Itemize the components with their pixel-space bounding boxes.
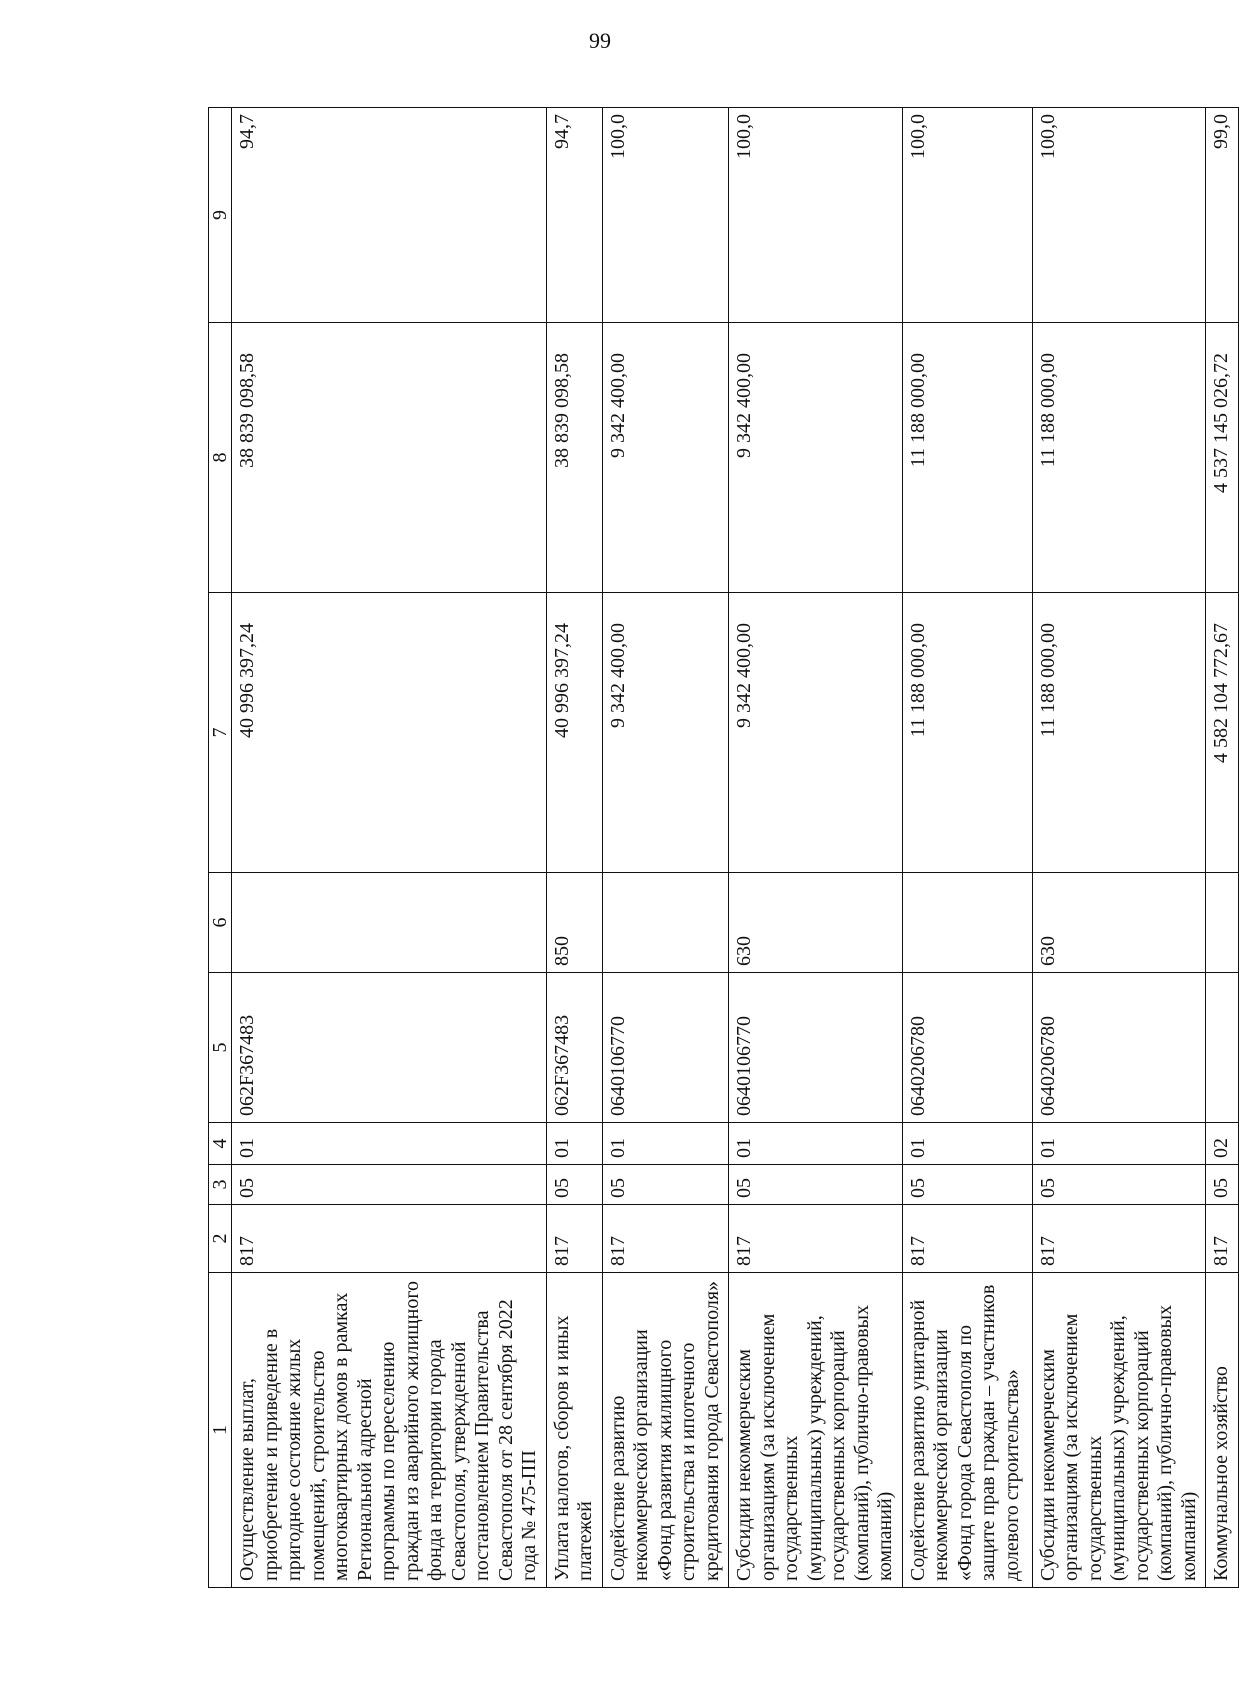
cell-target-article: 0640206780 bbox=[1032, 973, 1206, 1123]
cell-amount-actual: 38 839 098,58 bbox=[232, 323, 547, 593]
cell-subsection: 01 bbox=[232, 1123, 547, 1165]
cell-amount-actual: 9 342 400,00 bbox=[729, 323, 903, 593]
header-cell: 5 bbox=[209, 973, 232, 1123]
cell-amount-planned: 11 188 000,00 bbox=[1032, 593, 1206, 873]
header-cell: 1 bbox=[209, 1273, 232, 1588]
cell-percent: 100,0 bbox=[1032, 108, 1206, 323]
cell-code: 817 bbox=[1206, 1205, 1239, 1273]
cell-target-article: 062F367483 bbox=[232, 973, 547, 1123]
cell-expense-type: 850 bbox=[546, 873, 602, 973]
cell-percent: 99,0 bbox=[1206, 108, 1239, 323]
cell-subsection: 01 bbox=[546, 1123, 602, 1165]
cell-amount-planned: 40 996 397,24 bbox=[546, 593, 602, 873]
cell-section: 05 bbox=[1032, 1165, 1206, 1205]
cell-subsection: 01 bbox=[729, 1123, 903, 1165]
cell-percent: 100,0 bbox=[602, 108, 729, 323]
table-header-row bbox=[209, 108, 232, 1588]
cell-subsection: 01 bbox=[602, 1123, 729, 1165]
cell-code: 817 bbox=[602, 1205, 729, 1273]
cell-expense-type: 630 bbox=[729, 873, 903, 973]
cell-percent: 100,0 bbox=[729, 108, 903, 323]
budget-table-container bbox=[208, 108, 1232, 1588]
cell-subsection: 01 bbox=[902, 1123, 1032, 1165]
cell-amount-actual: 4 537 145 026,72 bbox=[1206, 323, 1239, 593]
cell-percent: 100,0 bbox=[902, 108, 1032, 323]
cell-amount-actual: 11 188 000,00 bbox=[902, 323, 1032, 593]
cell-expense-type: 630 bbox=[1032, 873, 1206, 973]
header-cell: 2 bbox=[209, 1205, 232, 1273]
cell-subsection: 01 bbox=[1032, 1123, 1206, 1165]
page-number: 99 bbox=[589, 28, 611, 53]
row-name: Субсидии некоммерческим организациям (за исключением государственных (муниципальных) учреждений, государственных корпораций (компаний), публично-правовых компаний) bbox=[729, 1273, 903, 1588]
cell-target-article: 0640106770 bbox=[729, 973, 903, 1123]
row-name: Содействие развитию унитарной некоммерческой организации «Фонд города Севастополя по защите прав граждан – участников долевого строительства» bbox=[902, 1273, 1032, 1588]
cell-target-article: 062F367483 bbox=[546, 973, 602, 1123]
table-row bbox=[1032, 108, 1206, 1588]
cell-subsection: 02 bbox=[1206, 1123, 1239, 1165]
header-cell: 3 bbox=[209, 1165, 232, 1205]
row-name: Уплата налогов, сборов и иных платежей bbox=[546, 1273, 602, 1588]
cell-target-article: 0640206780 bbox=[902, 973, 1032, 1123]
table-row bbox=[546, 108, 602, 1588]
cell-section: 05 bbox=[602, 1165, 729, 1205]
header-cell: 9 bbox=[209, 108, 232, 323]
cell-target-article bbox=[1206, 973, 1239, 1123]
cell-code: 817 bbox=[232, 1205, 547, 1273]
cell-section: 05 bbox=[232, 1165, 547, 1205]
cell-percent: 94,7 bbox=[232, 108, 547, 323]
cell-code: 817 bbox=[729, 1205, 903, 1273]
cell-amount-planned: 9 342 400,00 bbox=[602, 593, 729, 873]
cell-expense-type bbox=[232, 873, 547, 973]
cell-code: 817 bbox=[546, 1205, 602, 1273]
header-cell: 8 bbox=[209, 323, 232, 593]
table-row bbox=[729, 108, 903, 1588]
cell-section: 05 bbox=[729, 1165, 903, 1205]
cell-amount-planned: 40 996 397,24 bbox=[232, 593, 547, 873]
budget-table bbox=[208, 107, 1239, 1588]
cell-code: 817 bbox=[1032, 1205, 1206, 1273]
cell-section: 05 bbox=[902, 1165, 1032, 1205]
cell-expense-type bbox=[902, 873, 1032, 973]
cell-expense-type bbox=[1206, 873, 1239, 973]
cell-amount-planned: 11 188 000,00 bbox=[902, 593, 1032, 873]
cell-percent: 94,7 bbox=[546, 108, 602, 323]
cell-amount-actual: 11 188 000,00 bbox=[1032, 323, 1206, 593]
header-cell: 4 bbox=[209, 1123, 232, 1165]
table-row bbox=[1206, 108, 1239, 1588]
table-row bbox=[902, 108, 1032, 1588]
header-cell: 7 bbox=[209, 593, 232, 873]
cell-amount-actual: 9 342 400,00 bbox=[602, 323, 729, 593]
cell-section: 05 bbox=[546, 1165, 602, 1205]
row-name: Содействие развитию некоммерческой организации «Фонд развития жилищного строительства и ипотечного кредитования города Севастополя» bbox=[602, 1273, 729, 1588]
cell-code: 817 bbox=[902, 1205, 1032, 1273]
row-name: Субсидии некоммерческим организациям (за исключением государственных (муниципальных) учреждений, государственных корпораций (компаний), публично-правовых компаний) bbox=[1032, 1273, 1206, 1588]
cell-amount-actual: 38 839 098,58 bbox=[546, 323, 602, 593]
cell-amount-planned: 9 342 400,00 bbox=[729, 593, 903, 873]
cell-target-article: 0640106770 bbox=[602, 973, 729, 1123]
table-row bbox=[232, 108, 547, 1588]
cell-section: 05 bbox=[1206, 1165, 1239, 1205]
row-name: Коммунальное хозяйство bbox=[1206, 1273, 1239, 1588]
header-cell: 6 bbox=[209, 873, 232, 973]
cell-amount-planned: 4 582 104 772,67 bbox=[1206, 593, 1239, 873]
cell-expense-type bbox=[602, 873, 729, 973]
row-name: Осуществление выплат, приобретение и приведение в пригодное состояние жилых помещений, строительство многоквартирных домов в рамках Региональной адресной программы по переселению граждан из аварийного жилищного фонда на территории города Севастополя, утвержденной постановлением Правительства Севастополя от 28 сентября 2022 года № 475-ПП bbox=[232, 1273, 547, 1588]
table-row bbox=[602, 108, 729, 1588]
